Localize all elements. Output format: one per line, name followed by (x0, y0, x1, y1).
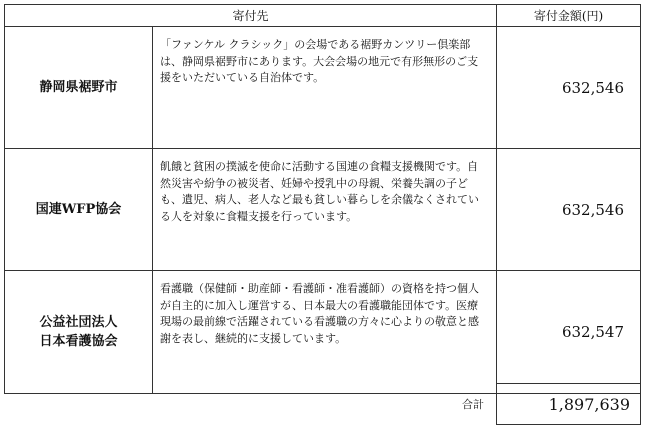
table-row (5, 27, 640, 149)
total-amount: 1,897,639 (496, 383, 641, 425)
recipient-description: 「ファンケル クラシック」の会場である裾野カンツリー倶楽部は、静岡県裾野市にあります。大会会場の地元で有形無形のご支援をいただいている自治体です。 (153, 27, 497, 148)
recipient-name: 国連WFP協会 (5, 149, 153, 270)
recipient-column-header: 寄付先 (5, 5, 497, 26)
recipient-description: 飢餓と貧困の撲滅を使命に活動する国連の食糧支援機関です。自然災害や紛争の被災者、妊婦や授乳中の母親、栄養失調の子ども、遺児、病人、老人など最も貧しい暮らしを余儀なくされている人を対象に食糧支援を行っています。 (153, 149, 497, 270)
recipient-name: 公益社団法人 日本看護協会 (5, 271, 153, 393)
amount-column-header: 寄付金額(円) (533, 9, 604, 23)
donation-amount: 632,546 (561, 78, 624, 97)
table-header-row (5, 5, 640, 27)
table-row (5, 271, 640, 393)
table-row (5, 149, 640, 271)
donation-amount: 632,546 (561, 200, 624, 219)
total-label: 合計 (462, 398, 484, 411)
recipient-description: 看護職（保健師・助産師・看護師・准看護師）の資格を持つ個人が自主的に加入し運営する、日本最大の看護職能団体です。医療現場の最前線で活躍されている看護職の方々に心よりの敬意と感謝を表し、継続的に支援しています。 (153, 271, 497, 393)
recipient-name: 静岡県裾野市 (5, 27, 153, 148)
donation-table (4, 4, 641, 394)
donation-amount: 632,547 (561, 323, 624, 341)
